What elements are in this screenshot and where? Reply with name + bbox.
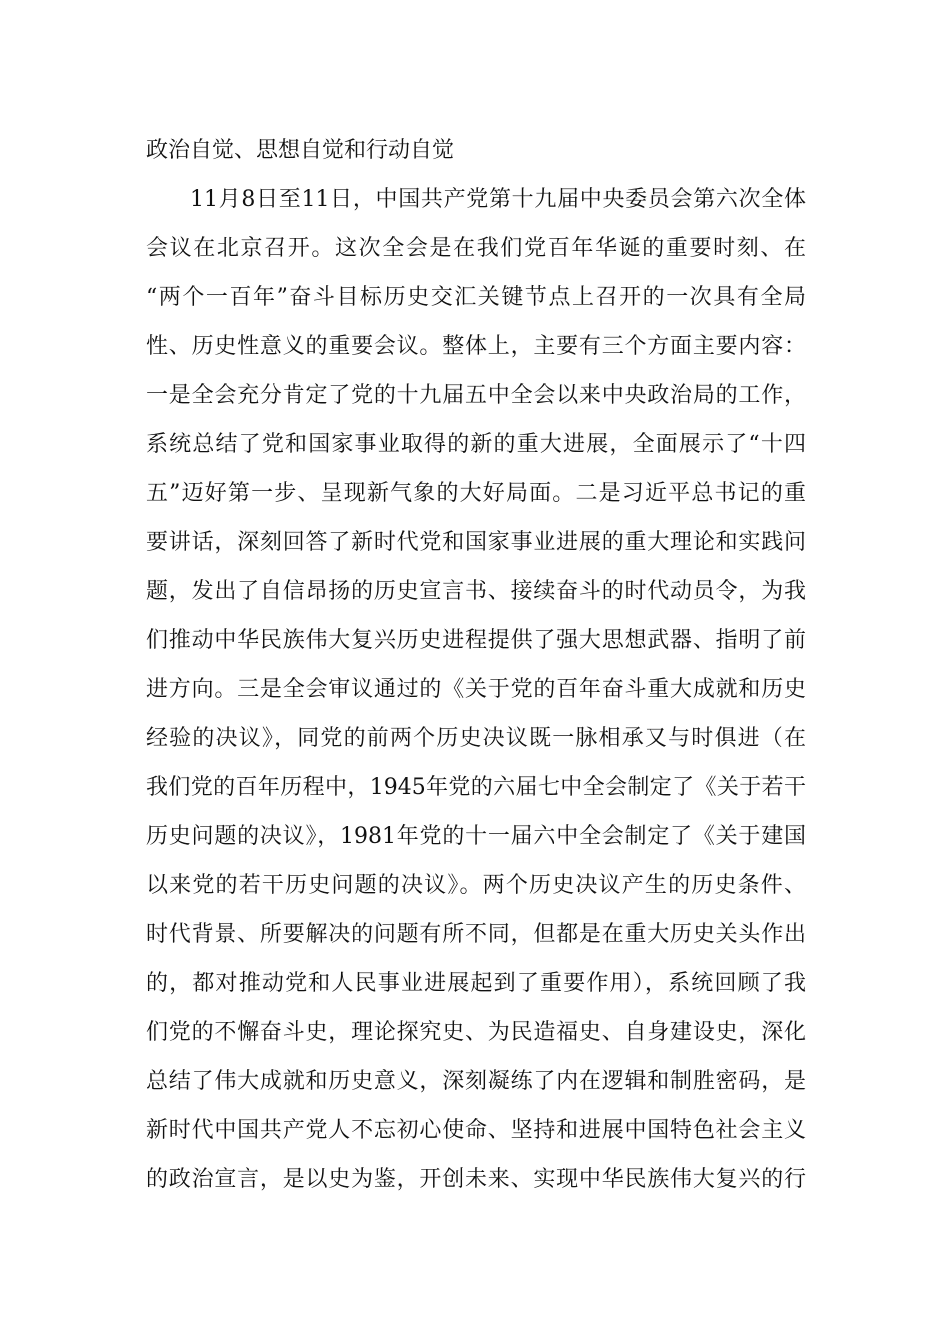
text-line: 以来党的若干历史问题的决议》。两个历史决议产生的历史条件、 — [146, 873, 806, 898]
text-line: 进方向。三是全会审议通过的《关于党的百年奋斗重大成就和历史 — [146, 677, 806, 702]
text-line: 要讲话，深刻回答了新时代党和国家事业进展的重大理论和实践问 — [146, 530, 806, 555]
text-line: 总结了伟大成就和历史意义，深刻凝练了内在逻辑和制胜密码，是 — [146, 1069, 806, 1094]
text-line: 一是全会充分肯定了党的十九届五中全会以来中央政治局的工作， — [146, 383, 806, 408]
text-line: 经验的决议》，同党的前两个历史决议既一脉相承又与时俱进（在 — [146, 726, 806, 751]
text-line: 们推动中华民族伟大复兴历史进程提供了强大思想武器、指明了前 — [146, 628, 806, 653]
text-line: 会议在北京召开。这次全会是在我们党百年华诞的重要时刻、在 — [146, 236, 806, 261]
text-line: 11月8日至11日，中国共产党第十九届中央委员会第六次全体 — [190, 187, 806, 212]
text-line: “两个一百年”奋斗目标历史交汇关键节点上召开的一次具有全局 — [146, 285, 806, 310]
text-line: 时代背景、所要解决的问题有所不同，但都是在重大历史关头作出 — [146, 922, 806, 947]
text-line: 系统总结了党和国家事业取得的新的重大进展，全面展示了“十四 — [146, 432, 806, 457]
text-line: 新时代中国共产党人不忘初心使命、坚持和进展中国特色社会主义 — [146, 1118, 806, 1143]
text-line: 们党的不懈奋斗史，理论探究史、为民造福史、自身建设史，深化 — [146, 1020, 806, 1045]
text-line: 题，发出了自信昂扬的历史宣言书、接续奋斗的时代动员令，为我 — [146, 579, 806, 604]
text-line: 我们党的百年历程中，1945年党的六届七中全会制定了《关于若干 — [146, 775, 806, 800]
text-line: 政治自觉、思想自觉和行动自觉 — [146, 138, 455, 163]
text-line: 历史问题的决议》，1981年党的十一届六中全会制定了《关于建国 — [146, 824, 806, 849]
text-line: 五”迈好第一步、呈现新气象的大好局面。二是习近平总书记的重 — [146, 481, 806, 506]
text-line: 的，都对推动党和人民事业进展起到了重要作用），系统回顾了我 — [146, 971, 806, 996]
text-line: 性、历史性意义的重要会议。整体上，主要有三个方面主要内容： — [146, 334, 806, 359]
text-line: 的政治宣言，是以史为鉴，开创未来、实现中华民族伟大复兴的行 — [146, 1167, 806, 1192]
